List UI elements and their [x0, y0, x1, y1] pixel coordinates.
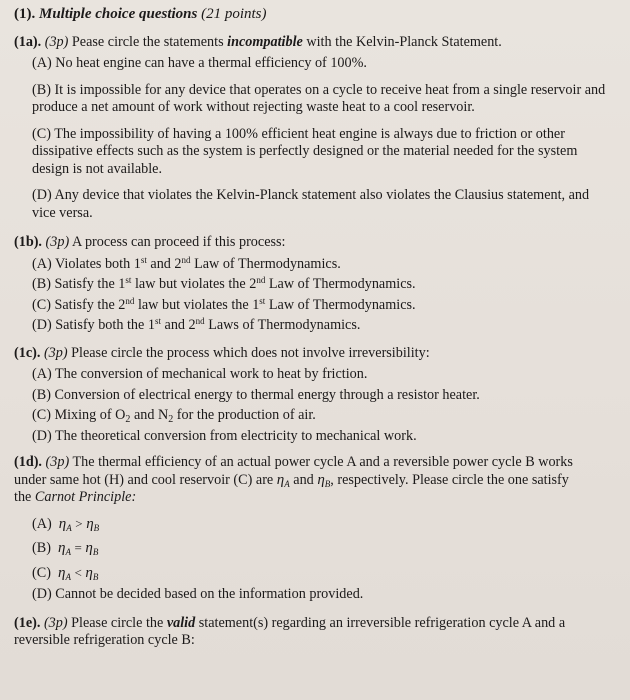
- question-1c: [14, 345, 608, 446]
- section-title: Multiple choice questions: [39, 6, 198, 22]
- option-1b-D[interactable]: (D) Satisfy both the 1st and 2nd Laws of Thermodynamics.: [32, 316, 361, 333]
- question-1c-prompt: (1c). (3p) Please circle the process which does not involve irreversibility:: [14, 344, 430, 361]
- option-1c-C[interactable]: (C) Mixing of $O_2$ and $N_2$ for the production of air.: [32, 407, 316, 425]
- option-1a-D[interactable]: (D) Any device that violates the Kelvin-Planck statement also violates the Clausius statement, and vice versa.: [32, 187, 590, 221]
- option-1a-C[interactable]: (C) The impossibility of having a 100% efficient heat engine is always due to friction or other dissipative effects such as the system is perfectly designed or the material needed for the system design is not available.: [32, 125, 578, 177]
- question-1a: [14, 34, 608, 223]
- question-1d: [14, 454, 608, 604]
- emphasis-incompatible: incompatible: [227, 33, 303, 50]
- question-1a-prompt: (1a). (3p) Pease circle the statements incompatible with the Kelvin-Planck Statement.: [14, 33, 502, 50]
- option-1c-D[interactable]: (D) The theoretical conversion from electricity to mechanical work.: [32, 427, 417, 444]
- section-number: (1).: [14, 6, 36, 22]
- question-1b-prompt: (1b). (3p) A process can proceed if this process:: [14, 234, 286, 250]
- eta-b-symbol: $\eta_B$: [317, 471, 331, 489]
- option-1b-C[interactable]: (C) Satisfy the 2nd law but violates the 1st Law of Thermodynamics.: [32, 295, 416, 313]
- question-1b: [14, 234, 608, 335]
- section-heading: [14, 6, 608, 24]
- carnot-principle: Carnot Principle:: [34, 489, 137, 505]
- option-1d-B[interactable]: (B) $\eta_A = \eta_B$: [32, 540, 99, 557]
- option-1d-A[interactable]: (A) $\eta_A > \eta_B$: [32, 515, 100, 533]
- option-1c-B[interactable]: (B) Conversion of electrical energy to thermal energy through a resistor heater.: [32, 386, 480, 403]
- option-1c-A[interactable]: (A) The conversion of mechanical work to heat by friction.: [32, 366, 368, 382]
- option-1b-B[interactable]: (B) Satisfy the 1st law but violates the 2nd Law of Thermodynamics.: [32, 275, 416, 292]
- question-1e-prompt: (1e). (3p) Please circle the valid statement(s) regarding an irreversible refrigeration cycle A and a reversible refrigeration cycle B:: [14, 614, 566, 648]
- option-1a-A[interactable]: (A) No heat engine can have a thermal efficiency of 100%.: [32, 55, 367, 71]
- eta-a-symbol: $\eta_A$: [276, 471, 290, 489]
- option-1a-B[interactable]: (B) It is impossible for any device that operates on a cycle to receive heat from a single reservoir and produce a net amount of work without rejecting waste heat to a cool reservoir.: [32, 81, 606, 115]
- question-1d-prompt: (1d). (3p) The thermal efficiency of an actual power cycle A and a reversible power cycle B works under same hot (H) and cool reservoir (C) are $\eta_A$ and $\eta_B$, respectively. Please circle the one satisfy the Carnot Principle:: [14, 454, 573, 505]
- section-points: (21 points): [201, 6, 267, 22]
- option-1d-C[interactable]: (C) $\eta_A < \eta_B$: [32, 564, 99, 582]
- option-1d-D[interactable]: (D) Cannot be decided based on the information provided.: [32, 586, 364, 602]
- emphasis-valid: valid: [166, 614, 196, 631]
- question-1e: [14, 615, 608, 650]
- option-1b-A[interactable]: (A) Violates both 1st and 2nd Law of Thermodynamics.: [32, 254, 341, 272]
